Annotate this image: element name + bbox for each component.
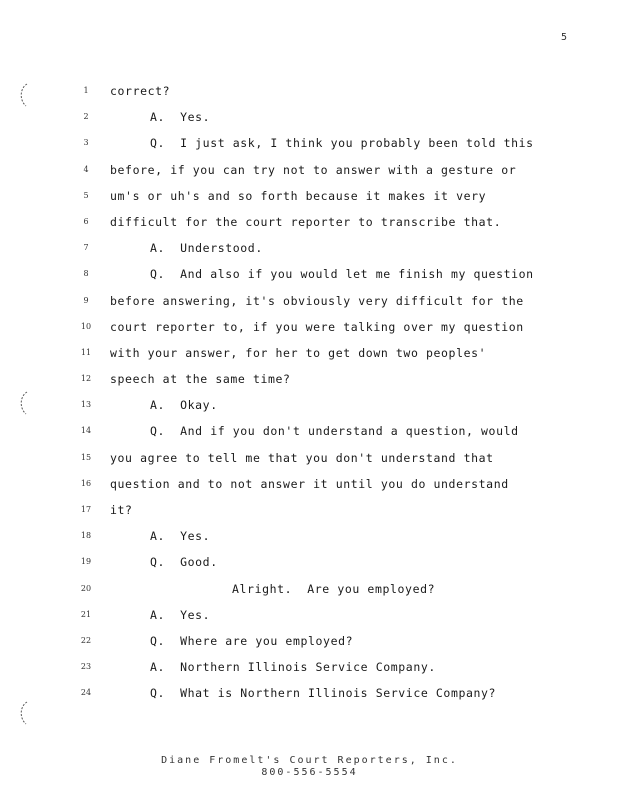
line-number: 18 xyxy=(80,531,92,541)
transcript-line xyxy=(0,392,619,418)
transcript-line xyxy=(0,209,619,235)
line-number: 2 xyxy=(83,112,89,122)
transcript-lines xyxy=(0,78,619,707)
line-text: Q. What is Northern Illinois Service Company? xyxy=(150,686,497,701)
line-text: A. Understood. xyxy=(150,241,263,256)
line-text: Q. Good. xyxy=(150,555,218,570)
footer-company: Diane Fromelt's Court Reporters, Inc. xyxy=(161,755,458,766)
line-number: 23 xyxy=(80,662,92,672)
transcript-line xyxy=(0,602,619,628)
line-number: 7 xyxy=(83,243,89,253)
line-text: correct? xyxy=(110,84,171,98)
transcript-line xyxy=(0,680,619,706)
line-number: 6 xyxy=(83,216,89,226)
transcript-line xyxy=(0,549,619,575)
line-text: it? xyxy=(110,503,133,517)
line-number: 12 xyxy=(80,374,92,384)
line-text: court reporter to, if you were talking over my question xyxy=(110,319,524,334)
line-number: 17 xyxy=(80,505,92,514)
transcript-line xyxy=(0,235,619,261)
line-number: 21 xyxy=(80,609,92,619)
line-text: before, if you can try not to answer with a gesture or xyxy=(110,162,517,177)
transcript-line xyxy=(0,445,619,471)
line-text: A. Yes. xyxy=(150,529,211,544)
transcript-line xyxy=(0,628,619,654)
line-number: 3 xyxy=(83,138,89,148)
transcript-line xyxy=(0,366,619,392)
line-text: A. Northern Illinois Service Company. xyxy=(150,660,436,675)
line-text: A. Yes. xyxy=(150,110,211,125)
footer-phone: 800-556-5554 xyxy=(261,767,358,778)
line-text: Q. Where are you employed? xyxy=(150,633,354,648)
transcript-line xyxy=(0,130,619,156)
line-text: difficult for the court reporter to transcribe that. xyxy=(110,214,502,229)
line-text: um's or uh's and so forth because it makes it very xyxy=(110,188,487,203)
line-number: 22 xyxy=(80,635,92,645)
transcript-line xyxy=(0,340,619,366)
transcript-line xyxy=(0,78,619,104)
transcript-line xyxy=(0,523,619,549)
line-text: before answering, it's obviously very difficult for the xyxy=(110,293,524,308)
line-text: Q. And if you don't understand a question, would xyxy=(150,424,519,439)
transcript-line xyxy=(0,288,619,314)
page-number: 5 xyxy=(560,32,567,43)
line-number: 8 xyxy=(83,269,89,279)
line-text: with your answer, for her to get down two peoples' xyxy=(110,345,487,360)
line-number: 24 xyxy=(80,688,92,698)
line-number: 1 xyxy=(83,86,89,95)
line-text: question and to not answer it until you do understand xyxy=(110,476,509,491)
line-number: 15 xyxy=(80,452,92,462)
line-number: 16 xyxy=(80,478,92,488)
transcript-line xyxy=(0,314,619,340)
transcript-line xyxy=(0,104,619,130)
transcript-line xyxy=(0,576,619,602)
line-number: 5 xyxy=(83,190,89,200)
line-text: Q. And also if you would let me finish my question xyxy=(150,267,534,282)
line-text: Alright. Are you employed? xyxy=(232,581,436,596)
line-text: A. Okay. xyxy=(150,398,218,413)
line-number: 4 xyxy=(83,164,89,174)
transcript-line xyxy=(0,261,619,287)
line-text: Q. I just ask, I think you probably been told this xyxy=(150,136,534,151)
transcript-line xyxy=(0,157,619,183)
transcript-line xyxy=(0,471,619,497)
line-number: 14 xyxy=(80,426,92,436)
line-text: you agree to tell me that you don't understand that xyxy=(110,450,494,465)
transcript-line xyxy=(0,183,619,209)
line-number: 20 xyxy=(80,583,92,593)
line-text: A. Yes. xyxy=(150,607,211,622)
transcript-line xyxy=(0,418,619,444)
line-number: 13 xyxy=(80,400,92,410)
transcript-line xyxy=(0,654,619,680)
transcript-line xyxy=(0,497,619,523)
line-number: 9 xyxy=(83,295,89,305)
line-number: 19 xyxy=(80,557,92,567)
line-number: 11 xyxy=(80,347,92,357)
line-number: 10 xyxy=(80,321,92,331)
line-text: speech at the same time? xyxy=(110,372,291,387)
